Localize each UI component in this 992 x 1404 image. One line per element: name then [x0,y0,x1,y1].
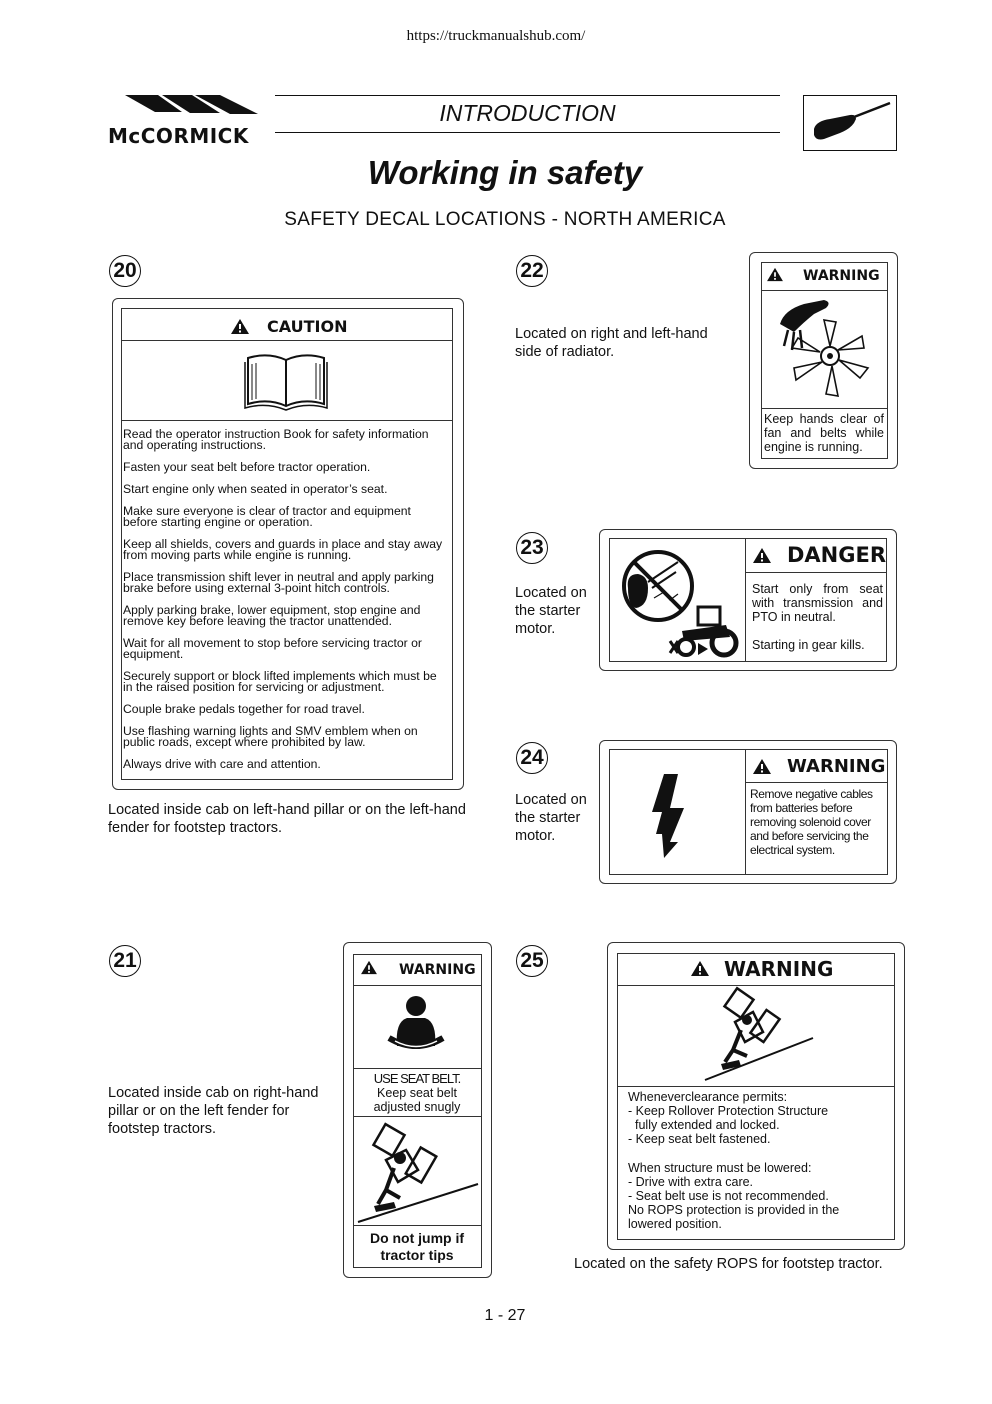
book-icon [244,352,328,412]
decal-24-text: Remove negative cables from batteries before removing solenoid cover and before servicing the electrical system. [750,787,873,857]
decal-20-header: CAUTION [267,317,348,336]
decal-23-location: Located on the starter motor. [515,585,587,637]
decal-20-item: Securely support or block lifted implements which must be in the raised position for servicing or adjustment. [123,669,437,694]
decal-20-list [123,429,448,781]
decal-22-header: WARNING [803,268,880,284]
page-title: Working in safety [367,154,643,191]
decal-23-text1: Start only from seat with transmission and PTO in neutral. [752,582,883,624]
warning-triangle-icon [360,960,378,975]
section-title: INTRODUCTION [439,100,616,126]
decal-20-item: Read the operator instruction Book for safety information and operating instructions. [123,427,429,452]
seatbelt-icon [385,994,447,1062]
brand-name: McCORMICK [108,124,249,148]
fan-hand-icon [774,296,880,404]
decal-number-25: 25 [516,945,548,977]
decal-21-text-bold: USE SEAT BELT. [373,1071,461,1086]
decal-22-text: Keep hands clear of fan and belts while engine is running. [764,412,884,454]
decal-20-location: Located inside cab on left-hand pillar or on the left-hand fender for footstep tractors. [108,802,466,836]
warning-triangle-icon [230,318,250,335]
decal-23-header: DANGER [787,543,887,567]
decal-25-line: When structure must be lowered: [628,1161,812,1175]
decal-20-item: Apply parking brake, lower equipment, stop engine and remove key before leaving the tractor unattended. [123,603,421,628]
decal-number-24: 24 [516,742,548,774]
decal-21-bottom: Do not jump if tractor tips [369,1230,465,1263]
decal-25-location: Located on the safety ROPS for footstep tractor. [574,1256,883,1272]
decal-25-line: - Keep seat belt fastened. [628,1132,771,1146]
decal-25-line: - Keep Rollover Protection Structure [628,1104,829,1118]
decal-21-header: WARNING [399,962,476,978]
decal-number-22: 22 [516,255,548,287]
decal-20-item: Use flashing warning lights and SMV emblem when on public roads, except where prohibited by law. [123,724,418,749]
decal-25-line: lowered position. [628,1217,722,1231]
decal-21-text-sub: Keep seat belt adjusted snugly [373,1086,461,1114]
decal-20-item: Place transmission shift lever in neutral and apply parking brake before using external 3-point hitch controls. [123,570,434,595]
rollover-tractor-icon [703,988,815,1082]
decal-number-23: 23 [516,532,548,564]
decal-20-item: Make sure everyone is clear of tractor and equipment before starting engine or operation. [123,504,411,529]
decal-25-line: Wheneverclearance permits: [628,1090,788,1104]
decal-25-line: No ROPS protection is provided in the [628,1203,840,1217]
decal-24-location: Located on the starter motor. [515,792,587,844]
page-subtitle: SAFETY DECAL LOCATIONS - NORTH AMERICA [284,209,726,230]
decal-number-20: 20 [109,255,141,287]
decal-25-line: - Seat belt use is not recommended. [628,1189,829,1203]
rollover-tractor-icon [356,1120,481,1224]
decal-20-item: Fasten your seat belt before tractor operation. [123,460,371,474]
decal-25-line: fully extended and locked. [635,1118,780,1132]
warning-triangle-icon [690,960,710,977]
page-number: 1 - 27 [484,1307,526,1324]
warning-triangle-icon [766,267,784,282]
decal-20-item: Always drive with care and attention. [123,757,321,771]
hand-pointer-icon [803,95,897,151]
lightning-icon [650,772,694,860]
decal-25-text1 [628,1090,888,1146]
decal-24-header: WARNING [787,756,886,777]
decal-20-item: Wait for all movement to stop before servicing tractor or equipment. [123,636,422,661]
tractor-icon [668,605,742,657]
decal-23-text2: Starting in gear kills. [752,638,865,652]
decal-number-21: 21 [109,945,141,977]
source-url[interactable]: https://truckmanualshub.com/ [406,28,586,44]
decal-22-location: Located on right and left-hand side of radiator. [515,326,708,360]
warning-triangle-icon [752,758,772,775]
warning-triangle-icon [752,547,772,564]
decal-25-header: WARNING [724,957,834,981]
decal-21-location: Located inside cab on right-hand pillar or on the left fender for footstep tractors. [108,1085,319,1137]
decal-20-item: Couple brake pedals together for road travel. [123,702,365,716]
decal-20-item: Start engine only when seated in operator’s seat. [123,482,388,496]
decal-25-line: - Drive with extra care. [628,1175,754,1189]
decal-20-item: Keep all shields, covers and guards in place and stay away from moving parts while engine is running. [123,537,443,562]
decal-25-text2 [628,1161,888,1231]
